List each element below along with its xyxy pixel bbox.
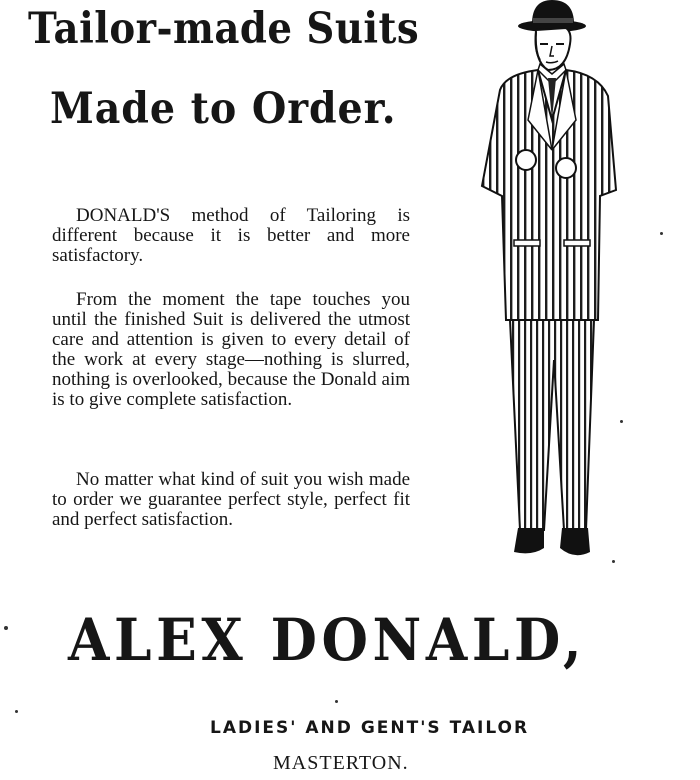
print-speck [15,710,18,713]
trade-line: LADIES' AND GENT'S TAILOR [210,718,530,738]
paragraph-guarantee: No matter what kind of suit you wish made to order we guarantee perfect style, perfect fit and perfect satisfaction. [52,469,410,530]
shoes-icon [514,528,590,555]
town-name: MASTERTON. [273,752,409,774]
print-speck [660,232,663,235]
headline-tailor-made-suits: Tailor-made Suits [28,4,420,54]
print-speck [335,700,338,703]
headline-made-to-order: Made to Order. [50,84,397,134]
bowler-hat-icon [518,0,586,32]
print-speck [4,626,8,630]
suited-gentleman-illustration [440,0,640,570]
print-speck [612,560,615,563]
print-speck [620,420,623,423]
business-name: ALEX DONALD, [68,606,587,674]
paragraph-method: DONALD'S method of Tailoring is different because it is better and more satisfactory. [52,205,410,266]
striped-trousers [510,320,594,530]
paragraph-care: From the moment the tape touches you until the finished Suit is delivered the utmost care and attention is given to every detail of the work at every stage—nothing is slurred, nothing is overlooked, because the Donald aim is to give complete satisfaction. [52,289,410,410]
striped-jacket [482,70,616,320]
